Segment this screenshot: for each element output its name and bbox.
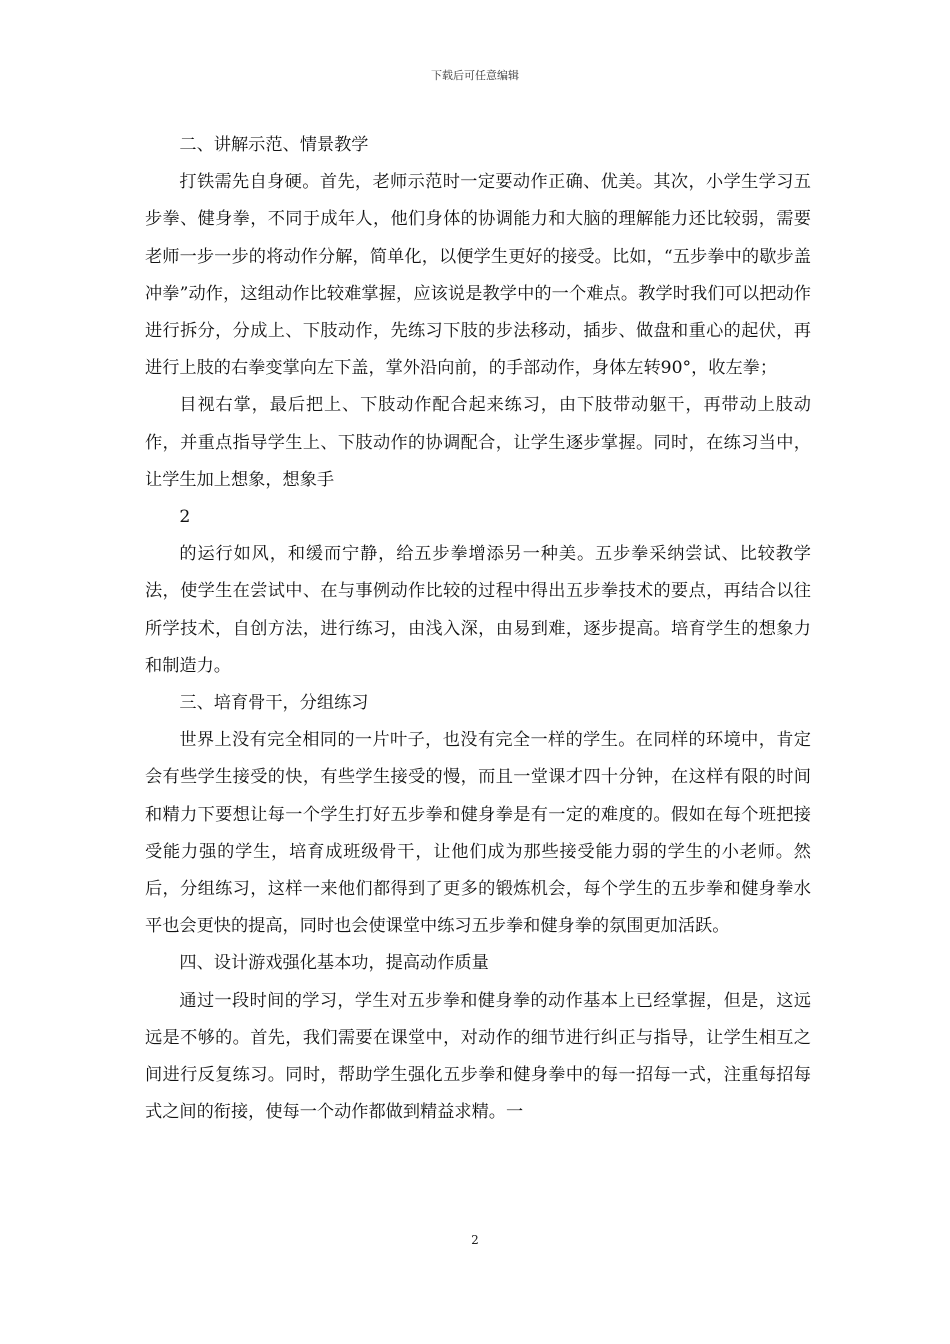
paragraph: 打铁需先自身硬。首先，老师示范时一定要动作正确、优美。其次，小学生学习五步拳、健身拳，不同于成年人，他们身体的协调能力和大脑的理解能力还比较弱，需要老师一步一步的将动作分解，简单化，以便学生更好的接受。比如，“五步拳中的歇步盖冲拳”动作，这组动作比较难掌握，应该说是教学中的一个难点。教学时我们可以把动作进行拆分，分成上、下肢动作，先练习下肢的步法移动，插步、做盘和重心的起伏，再进行上肢的右拳变掌向左下盖，掌外沿向前，的手部动作，身体左转90°，收左拳；	[145, 172, 811, 379]
paragraph: 世界上没有完全相同的一片叶子，也没有完全一样的学生。在同样的环境中，肯定会有些学生接受的快，有些学生接受的慢，而且一堂课才四十分钟，在这样有限的时间和精力下要想让每一个学生打好五步拳和健身拳是有一定的难度的。假如在每个班把接受能力强的学生，培育成班级骨干，让他们成为那些接受能力弱的学生的小老师。然后，分组练习，这样一来他们都得到了更多的锻炼机会，每个学生的五步拳和健身拳水平也会更快的提高，同时也会使课堂中练习五步拳和健身拳的氛围更加活跃。	[145, 730, 811, 937]
section-heading-3: 三、培育骨干，分组练习	[179, 693, 369, 714]
paragraph: 目视右掌，最后把上、下肢动作配合起来练习，由下肢带动躯干，再带动上肢动作，并重点指导学生上、下肢动作的协调配合，让学生逐步掌握。同时，在练习当中，让学生加上想象，想象手	[145, 395, 811, 490]
page-header	[0, 69, 950, 83]
paragraph: 的运行如风，和缓而宁静，给五步拳增添另一种美。五步拳采纳尝试、比较教学法，使学生在尝试中、在与事例动作比较的过程中得出五步拳技术的要点，再结合以往所学技术，自创方法，进行练习，由浅入深，由易到难，逐步提高。培育学生的想象力和制造力。	[145, 544, 811, 676]
section-heading-2: 二、讲解示范、情景教学	[179, 135, 369, 155]
inline-page-marker: 2	[179, 507, 191, 528]
document-body	[145, 127, 811, 1131]
section-heading-4: 四、设计游戏强化基本功，提高动作质量	[179, 953, 489, 974]
paragraph: 通过一段时间的学习，学生对五步拳和健身拳的动作基本上已经掌握，但是，这远远是不够的。首先，我们需要在课堂中，对动作的细节进行纠正与指导，让学生相互之间进行反复练习。同时，帮助学生强化五步拳和健身拳中的每一招每一式，注重每招每式之间的衔接，使每一个动作都做到精益求精。一	[145, 990, 811, 1123]
header-text: 下载后可任意编辑	[431, 69, 519, 82]
page-footer	[0, 1233, 950, 1247]
page-number: 2	[471, 1233, 479, 1247]
